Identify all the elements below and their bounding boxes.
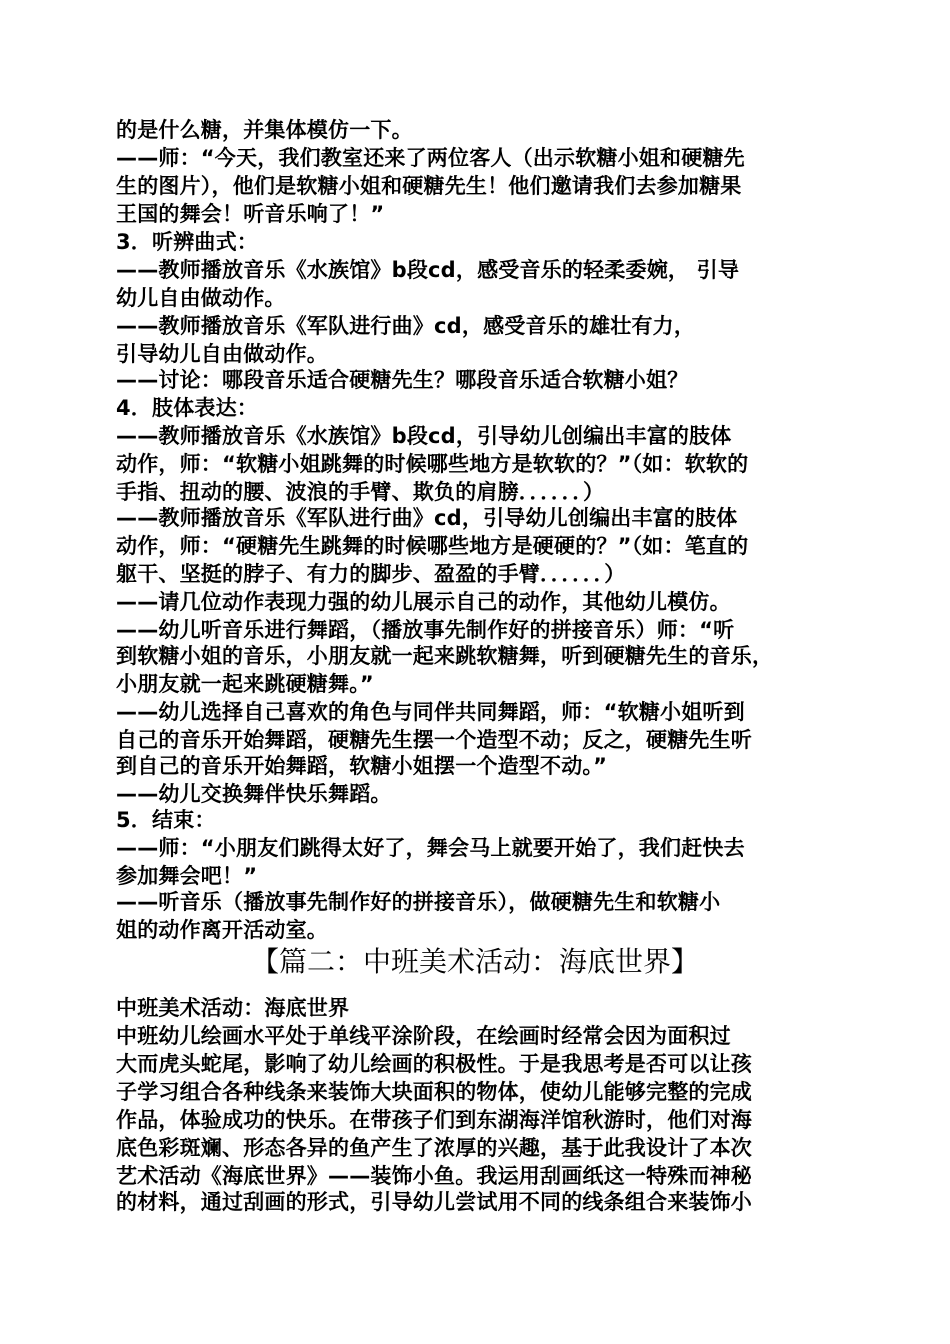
text-line: 幼儿自由做动作。 bbox=[116, 286, 286, 310]
text-line: 作品，体验成功的快乐。在带孩子们到东湖海洋馆秋游时，他们对海 bbox=[116, 1108, 752, 1132]
text-line: 动作，师：“硬糖先生跳舞的时候哪些地方是硬硬的？”（如：笔直的 bbox=[116, 534, 749, 558]
text-line: 中班幼儿绘画水平处于单线平涂阶段，在绘画时经常会因为面积过 bbox=[116, 1024, 731, 1048]
text-line: 躯干、坚挺的脖子、有力的脚步、盈盈的手臂．．．．．．） bbox=[116, 562, 626, 586]
text-line: ——教师播放音乐《水族馆》b段cd，引导幼儿创编出丰富的肢体 bbox=[116, 424, 732, 448]
text-line: ——请几位动作表现力强的幼儿展示自己的动作，其他幼儿模仿。 bbox=[116, 590, 731, 614]
text-line: 到软糖小姐的音乐，小朋友就一起来跳软糖舞，听到硬糖先生的音乐， bbox=[116, 644, 774, 668]
text-line: 参加舞会吧！” bbox=[116, 864, 258, 888]
text-line: 4．肢体表达： bbox=[116, 396, 259, 420]
text-line: 3．听辨曲式： bbox=[116, 230, 259, 254]
text-line: 的是什么糖，并集体模仿一下。 bbox=[116, 118, 413, 142]
text-line: 到自己的音乐开始舞蹈，软糖小姐摆一个造型不动。” bbox=[116, 754, 608, 778]
text-line: ——讨论：哪段音乐适合硬糖先生？哪段音乐适合软糖小姐？ bbox=[116, 368, 689, 392]
text-line: 5．结束： bbox=[116, 808, 216, 832]
text-line: ——幼儿选择自己喜欢的角色与同伴共同舞蹈，师：“软糖小姐听到 bbox=[116, 700, 745, 724]
text-line: 艺术活动《海底世界》——装饰小鱼。我运用刮画纸这一特殊而神秘 bbox=[116, 1164, 752, 1188]
text-line: ——听音乐（播放事先制作好的拼接音乐），做硬糖先生和软糖小 bbox=[116, 890, 721, 914]
text-line: 引导幼儿自由做动作。 bbox=[116, 342, 328, 366]
text-line: 手指、扭动的腰、波浪的手臂、欺负的肩膀．．．．．．） bbox=[116, 480, 605, 504]
text-line: ——教师播放音乐《水族馆》b段cd，感受音乐的轻柔委婉， 引导 bbox=[116, 258, 740, 282]
text-line: 子学习组合各种线条来装饰大块面积的物体，使幼儿能够完整的完成 bbox=[116, 1080, 752, 1104]
text-line: 动作，师：“软糖小姐跳舞的时候哪些地方是软软的？”（如：软软的 bbox=[116, 452, 749, 476]
text-line: 小朋友就一起来跳硬糖舞。” bbox=[116, 672, 374, 696]
text-line: 王国的舞会！听音乐响了！” bbox=[116, 202, 385, 226]
text-line: ——幼儿交换舞伴快乐舞蹈。 bbox=[116, 782, 392, 806]
section-title: 中班美术活动：海底世界 bbox=[116, 996, 350, 1020]
text-line: ——师：“小朋友们跳得太好了，舞会马上就要开始了，我们赶快去 bbox=[116, 836, 745, 860]
text-line: 的材料，通过刮画的形式，引导幼儿尝试用不同的线条组合来装饰小 bbox=[116, 1190, 752, 1214]
text-line: 底色彩斑斓、形态各异的鱼产生了浓厚的兴趣，基于此我设计了本次 bbox=[116, 1136, 752, 1160]
section-heading: 【篇二：中班美术活动：海底世界】 bbox=[250, 945, 699, 978]
text-line: ——幼儿听音乐进行舞蹈，（播放事先制作好的拼接音乐）师：“听 bbox=[116, 618, 735, 642]
text-line: 大而虎头蛇尾，影响了幼儿绘画的积极性。于是我思考是否可以让孩 bbox=[116, 1052, 752, 1076]
text-line: ——教师播放音乐《军队进行曲》cd，感受音乐的雄壮有力， bbox=[116, 314, 696, 338]
text-line: 生的图片），他们是软糖小姐和硬糖先生！他们邀请我们去参加糖果 bbox=[116, 174, 742, 198]
text-line: 姐的动作离开活动室。 bbox=[116, 918, 328, 942]
text-line: 自己的音乐开始舞蹈，硬糖先生摆一个造型不动；反之，硬糖先生听 bbox=[116, 728, 752, 752]
text-line: ——师：“今天，我们教室还来了两位客人（出示软糖小姐和硬糖先 bbox=[116, 146, 745, 170]
text-line: ——教师播放音乐《军队进行曲》cd，引导幼儿创编出丰富的肢体 bbox=[116, 506, 738, 530]
